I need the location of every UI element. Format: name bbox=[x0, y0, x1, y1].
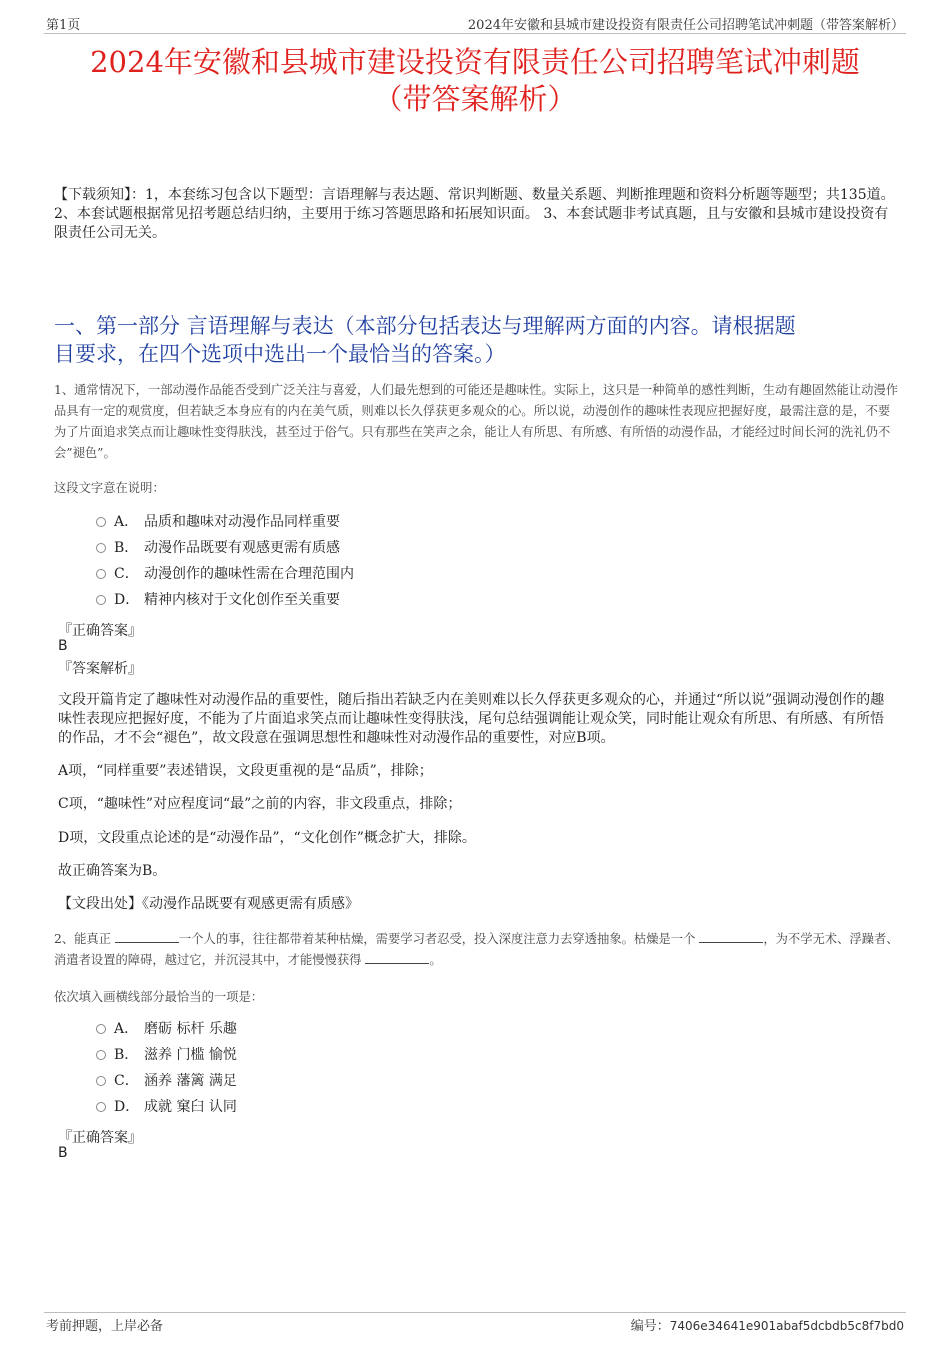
radio-icon[interactable] bbox=[96, 1102, 106, 1112]
radio-icon[interactable] bbox=[96, 543, 106, 553]
footer-divider bbox=[44, 1312, 906, 1313]
header-divider bbox=[44, 33, 906, 34]
q1-analysis-option-d: D项，文段重点论述的是“动漫作品”，“文化创作”概念扩大，排除。 bbox=[58, 830, 476, 846]
download-notice: 【下载须知】：1，本套练习包含以下题型：言语理解与表达题、常识判断题、数量关系题、判断推理题和资料分析题等题型；共135道。 2、本套试题根据常见招考题总结归纳，主要用于练习答题思路和拓展知识面。 3、本套试题非考试真题，且与安徽和县城市建设投资有限责任公司无关。 bbox=[54, 187, 895, 241]
q1-analysis-label: 『答案解析』 bbox=[58, 661, 142, 677]
radio-icon[interactable] bbox=[96, 1050, 106, 1060]
document-code: 编号：7406e34641e901abaf5dcbdb5c8f7bd0 bbox=[630, 1319, 904, 1334]
page-title: 2024年安徽和县城市建设投资有限责任公司招聘笔试冲刺题 bbox=[90, 45, 860, 79]
section-heading-line1: 一、第一部分 言语理解与表达（本部分包括表达与理解两方面的内容。请根据题 bbox=[54, 314, 796, 338]
question-2-prompt: 依次填入画横线部分最恰当的一项是： bbox=[54, 990, 264, 1004]
q2-option-c[interactable]: C． 涵养 藩篱 满足 bbox=[96, 1071, 237, 1091]
q1-answer: B bbox=[58, 638, 68, 654]
footer-slogan: 考前押题，上岸必备 bbox=[46, 1319, 164, 1334]
radio-icon[interactable] bbox=[96, 569, 106, 579]
q1-option-d[interactable]: D． 精神内核对于文化创作至关重要 bbox=[96, 590, 340, 610]
q1-option-c[interactable]: C． 动漫创作的趣味性需在合理范围内 bbox=[96, 564, 354, 584]
page-number: 第1页 bbox=[46, 18, 81, 33]
q1-analysis-paragraph: 文段开篇肯定了趣味性对动漫作品的重要性，随后指出若缺乏内在美则难以长久俘获更多观众的心，并通过“所以说”强调动漫创作的趣味性表现应把握好度，不能为了片面追求笑点而让趣味性变得肤浅，尾句总结强调能让观众笑，同时能让观众有所思、有所感、有所悟的作品，才不会“褪色”，故文段意在强调思想性和趣味性对动漫作品的重要性，对应B项。 bbox=[58, 692, 885, 746]
radio-icon[interactable] bbox=[96, 1076, 106, 1086]
q2-option-b[interactable]: B． 滋养 门槛 愉悦 bbox=[96, 1045, 237, 1065]
fill-blank-1 bbox=[115, 931, 179, 943]
fill-blank-2 bbox=[699, 931, 763, 943]
q1-conclusion: 故正确答案为B。 bbox=[58, 863, 167, 879]
radio-icon[interactable] bbox=[96, 517, 106, 527]
fill-blank-3 bbox=[365, 952, 429, 964]
q1-source: 【文段出处】《动漫作品既要有观感更需有质感》 bbox=[58, 896, 359, 912]
q2-answer: B bbox=[58, 1145, 68, 1161]
q2-option-a[interactable]: A． 磨砺 标杆 乐趣 bbox=[96, 1019, 237, 1039]
q2-answer-label: 『正确答案』 bbox=[58, 1130, 142, 1146]
page-subtitle: （带答案解析） bbox=[373, 82, 577, 116]
radio-icon[interactable] bbox=[96, 595, 106, 605]
q1-answer-label: 『正确答案』 bbox=[58, 623, 142, 639]
question-1-prompt: 这段文字意在说明： bbox=[54, 481, 165, 495]
question-2-stem: 2、能真正 一个人的事，往往都带着某种枯燥，需要学习者忍受，投入深度注意力去穿透抽象。枯燥是一个 ，为不学无术、浮躁者、消遣者设置的障碍，越过它，并沉浸其中，才能慢慢获得 。 bbox=[54, 932, 899, 967]
section-heading-line2: 目要求，在四个选项中选出一个最恰当的答案。） bbox=[54, 342, 506, 366]
q1-analysis-option-a: A项，“同样重要”表述错误，文段更重视的是“品质”，排除； bbox=[58, 763, 433, 779]
running-header-title: 2024年安徽和县城市建设投资有限责任公司招聘笔试冲刺题（带答案解析） bbox=[467, 18, 904, 33]
radio-icon[interactable] bbox=[96, 1024, 106, 1034]
q1-option-b[interactable]: B． 动漫作品既要有观感更需有质感 bbox=[96, 538, 340, 558]
question-1-stem: 1、通常情况下，一部动漫作品能否受到广泛关注与喜爱，人们最先想到的可能还是趣味性。实际上，这只是一种简单的感性判断，生动有趣固然能让动漫作品具有一定的观赏度，但若缺乏本身应有的内在美气质，则难以长久俘获更多观众的心。所以说，动漫创作的趣味性表现应把握好度，最需注意的是，不要为了片面追求笑点而让趣味性变得肤浅，甚至过于俗气。只有那些在笑声之余，能让人有所思、有所感、有所悟的动漫作品，才能经过时间长河的洗礼仍不会”褪色”。 bbox=[54, 383, 899, 460]
q1-option-a[interactable]: A． 品质和趣味对动漫作品同样重要 bbox=[96, 512, 340, 532]
q1-analysis-option-c: C项，“趣味性”对应程度词“最”之前的内容，非文段重点，排除； bbox=[58, 796, 462, 812]
q2-option-d[interactable]: D． 成就 窠臼 认同 bbox=[96, 1097, 237, 1117]
section-heading bbox=[54, 312, 902, 368]
